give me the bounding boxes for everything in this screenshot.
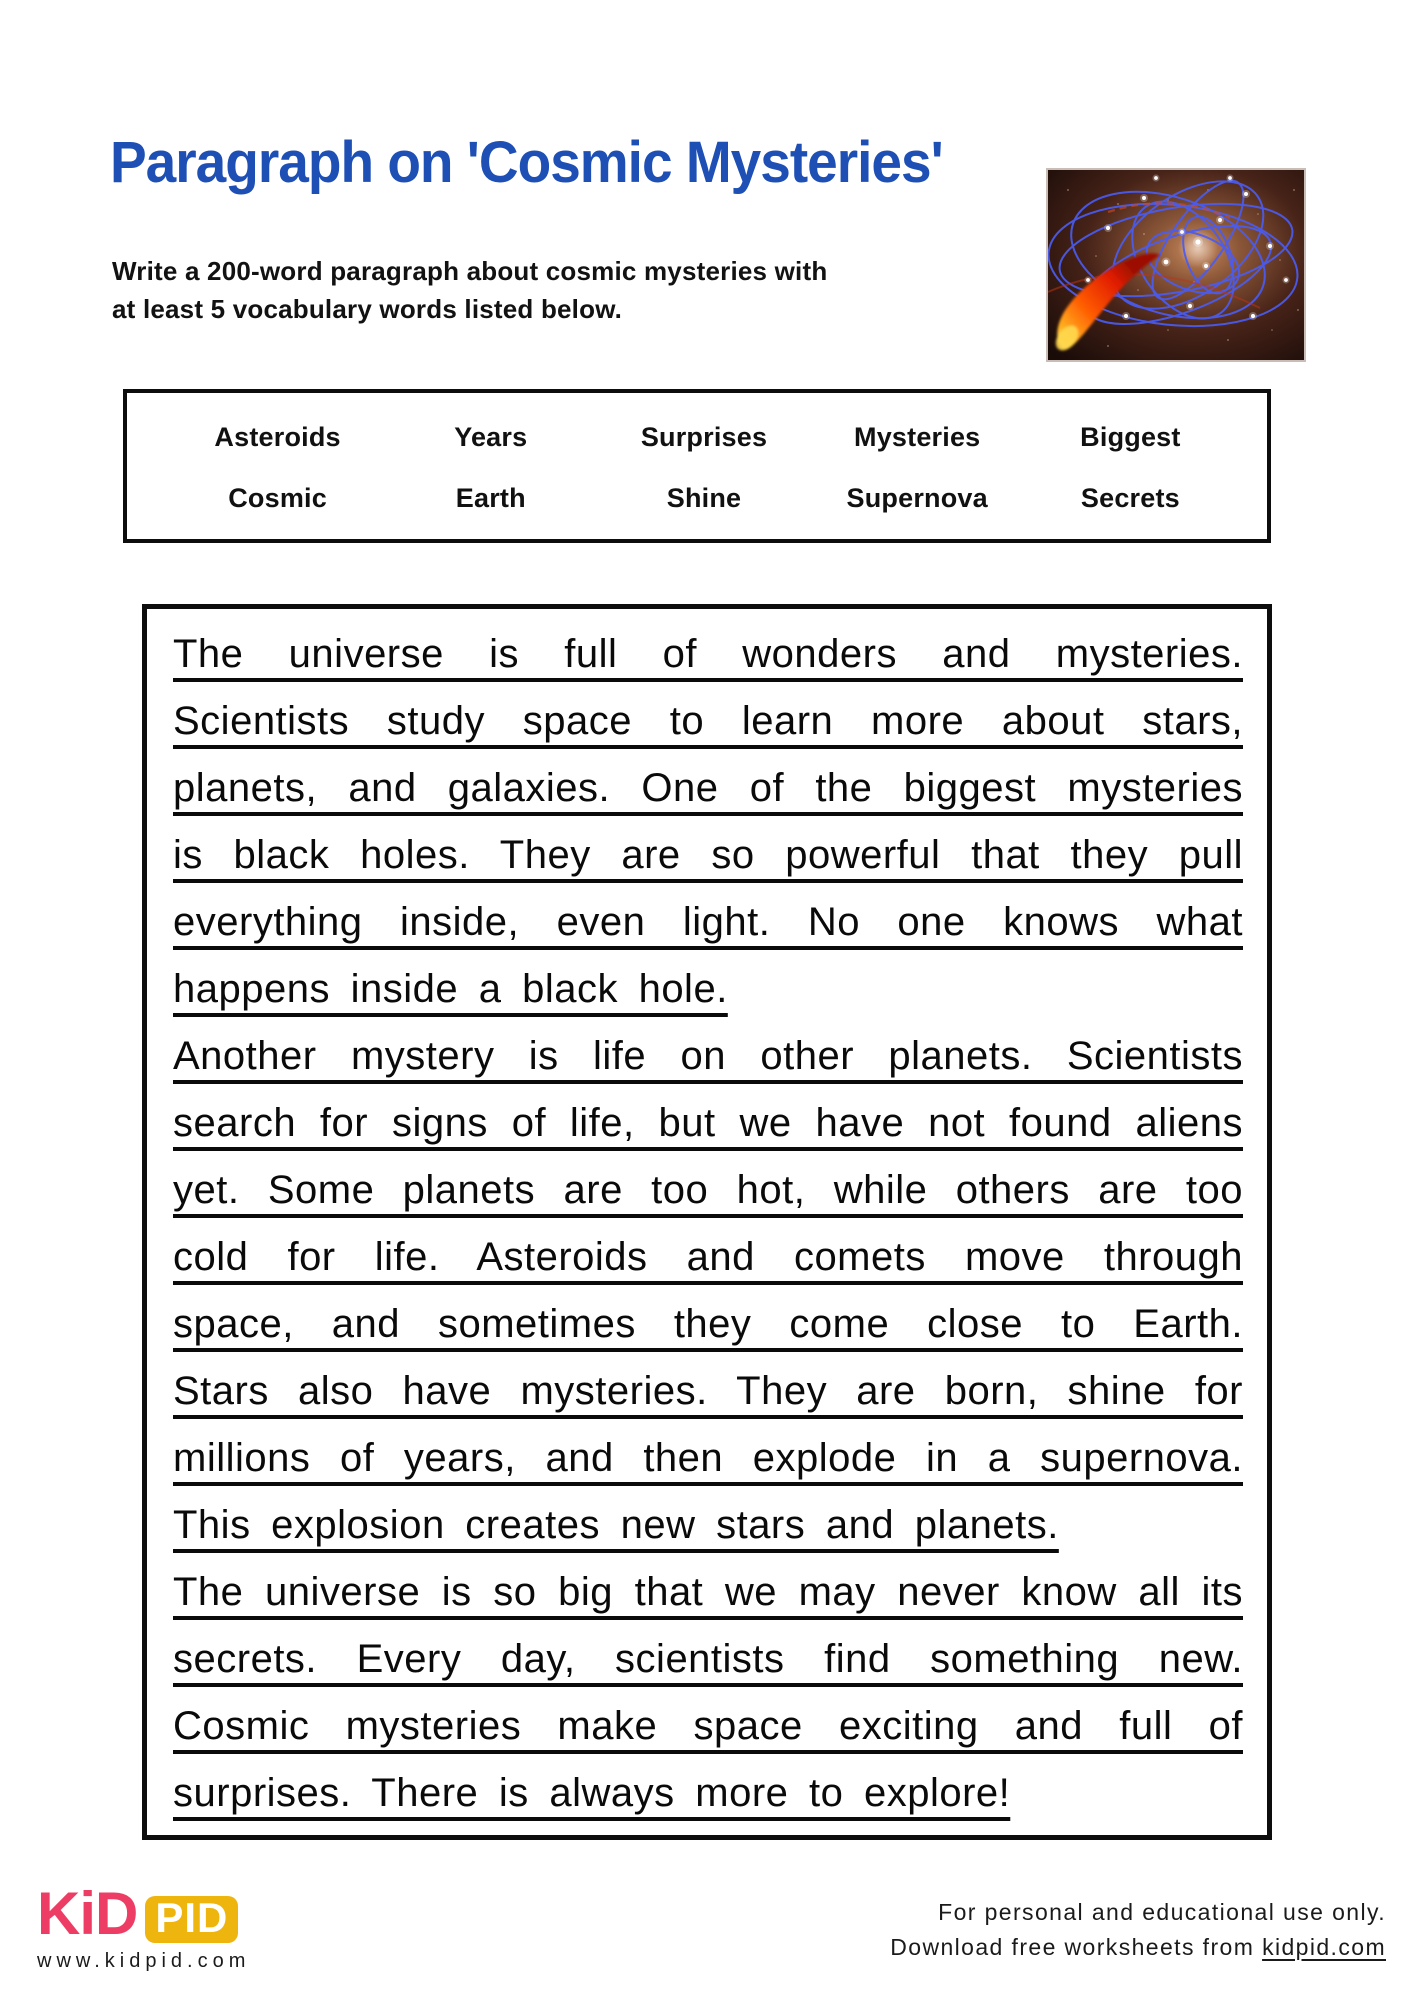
essay-line: secrets. Every day, scientists find something new. <box>173 1637 1243 1681</box>
essay-line: cold for life. Asteroids and comets move through <box>173 1235 1243 1279</box>
essay-line: millions of years, and then explode in a supernova. <box>173 1436 1243 1480</box>
vocab-word: Asteroids <box>214 422 341 452</box>
essay-box <box>142 604 1272 1840</box>
usage-note-line-2 <box>890 1930 1386 1965</box>
logo-kid-text: KiD <box>37 1880 138 1947</box>
page-title: Paragraph on 'Cosmic Mysteries' <box>110 129 943 195</box>
essay-line: yet. Some planets are too hot, while others are too <box>173 1168 1243 1212</box>
usage-note <box>890 1895 1386 1965</box>
vocab-word: Cosmic <box>228 483 327 513</box>
usage-note-line-1: For personal and educational use only. <box>938 1899 1386 1925</box>
vocabulary-box <box>123 389 1271 543</box>
essay-line: Another mystery is life on other planets. Scientists <box>173 1034 1243 1078</box>
vocab-word: Earth <box>455 483 526 513</box>
cosmic-image-graphic <box>1048 170 1304 360</box>
essay-line: Stars also have mysteries. They are born, shine for <box>173 1369 1243 1413</box>
kidpid-logo <box>37 1880 238 1947</box>
essay-line: happens inside a black hole. <box>173 967 728 1011</box>
logo-website-text: www.kidpid.com <box>37 1950 251 1972</box>
usage-note-line-2-prefix: Download free worksheets from <box>890 1934 1263 1960</box>
essay-line: Scientists study space to learn more about stars, <box>173 699 1243 743</box>
essay-line: This explosion creates new stars and planets. <box>173 1503 1059 1547</box>
cosmic-image <box>1046 168 1306 362</box>
vocab-word: Biggest <box>1080 422 1181 452</box>
vocab-word: Shine <box>666 483 742 513</box>
instructions-line-2: at least 5 vocabulary words listed below. <box>112 294 623 324</box>
logo-pid-badge: PID <box>145 1896 238 1943</box>
instructions-line-1: Write a 200-word paragraph about cosmic mysteries with <box>112 256 828 286</box>
essay-line: Cosmic mysteries make space exciting and full of <box>173 1704 1243 1748</box>
essay-line: everything inside, even light. No one knows what <box>173 900 1243 944</box>
vocab-word: Years <box>454 422 528 452</box>
vocab-word: Supernova <box>846 483 988 513</box>
essay-line: space, and sometimes they come close to Earth. <box>173 1302 1243 1346</box>
vocab-word: Surprises <box>640 422 768 452</box>
essay-line: surprises. There is always more to explore! <box>173 1771 1011 1815</box>
essay-line: The universe is so big that we may never know all its <box>173 1570 1243 1614</box>
vocab-word: Secrets <box>1080 483 1180 513</box>
essay-line: planets, and galaxies. One of the biggest mysteries <box>173 766 1243 810</box>
essay-line: is black holes. They are so powerful that they pull <box>173 833 1243 877</box>
essay-line: The universe is full of wonders and mysteries. <box>173 632 1243 676</box>
essay-line: search for signs of life, but we have not found aliens <box>173 1101 1243 1145</box>
instructions <box>112 252 827 328</box>
vocab-word: Mysteries <box>854 422 981 452</box>
kidpid-link[interactable]: kidpid.com <box>1262 1934 1386 1960</box>
